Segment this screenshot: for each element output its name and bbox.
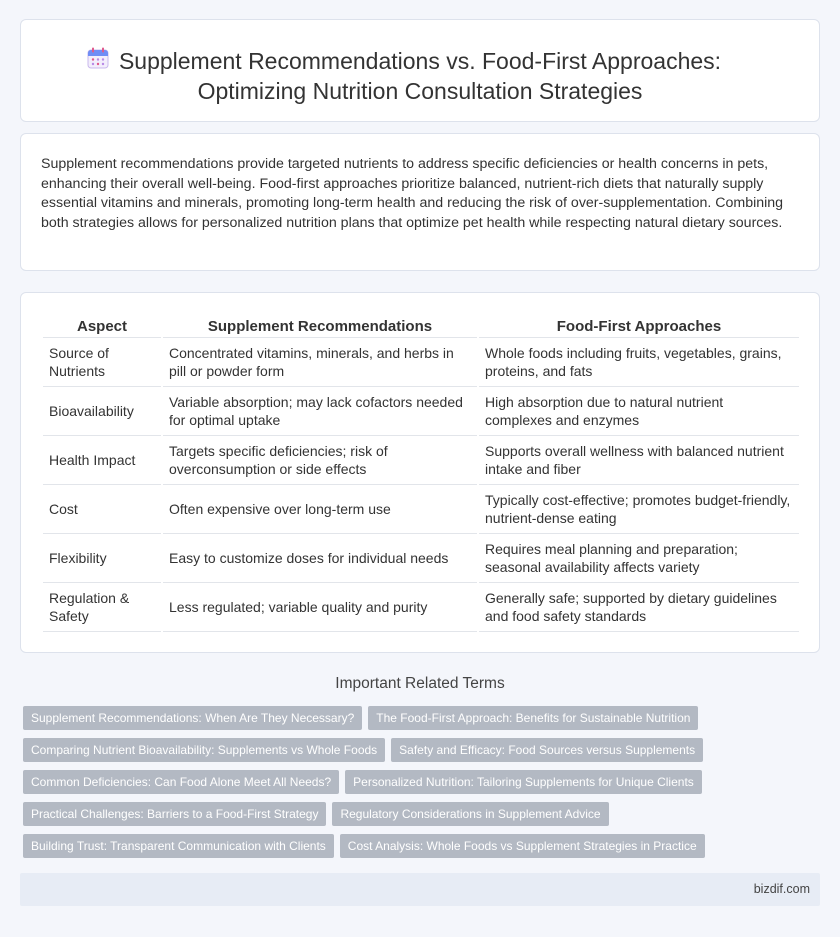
cell-supplement: Concentrated vitamins, minerals, and herbs in pill or powder form	[163, 338, 477, 387]
header-card	[20, 19, 820, 122]
page-title-line-2: Optimizing Nutrition Consultation Strategies	[197, 78, 643, 104]
related-term-tag[interactable]: Personalized Nutrition: Tailoring Supplements for Unique Clients	[345, 770, 702, 794]
table-row	[43, 387, 799, 436]
related-term-tag[interactable]: Common Deficiencies: Can Food Alone Meet All Needs?	[23, 770, 339, 794]
cell-food-first: High absorption due to natural nutrient complexes and enzymes	[479, 387, 799, 436]
footer-bar	[20, 873, 820, 906]
cell-aspect: Source of Nutrients	[43, 338, 161, 387]
header-food-first: Food-First Approaches	[479, 316, 799, 338]
table-row	[43, 534, 799, 583]
cell-supplement: Often expensive over long-term use	[163, 485, 477, 534]
comparison-table	[41, 316, 801, 632]
cell-supplement: Easy to customize doses for individual needs	[163, 534, 477, 583]
related-term-tag[interactable]: Comparing Nutrient Bioavailability: Supplements vs Whole Foods	[23, 738, 385, 762]
cell-aspect: Bioavailability	[43, 387, 161, 436]
comparison-card	[20, 292, 820, 653]
page-title-line-1: Supplement Recommendations vs. Food-First Approaches:	[118, 48, 722, 74]
cell-aspect: Health Impact	[43, 436, 161, 485]
header-aspect: Aspect	[43, 316, 161, 338]
cell-aspect: Flexibility	[43, 534, 161, 583]
cell-food-first: Whole foods including fruits, vegetables, grains, proteins, and fats	[479, 338, 799, 387]
related-terms-list	[23, 706, 813, 866]
header-supplement: Supplement Recommendations	[163, 316, 477, 338]
cell-supplement: Variable absorption; may lack cofactors needed for optimal uptake	[163, 387, 477, 436]
footer-site-link[interactable]: bizdif.com	[753, 882, 810, 896]
table-row	[43, 485, 799, 534]
related-terms-title: Important Related Terms	[335, 675, 505, 692]
table-header-row	[43, 316, 799, 338]
cell-food-first: Generally safe; supported by dietary guidelines and food safety standards	[479, 583, 799, 632]
related-term-tag[interactable]: Safety and Efficacy: Food Sources versus Supplements	[391, 738, 703, 762]
table-row	[43, 436, 799, 485]
intro-card	[20, 133, 820, 271]
related-term-tag[interactable]: Supplement Recommendations: When Are They Necessary?	[23, 706, 362, 730]
cell-aspect: Regulation & Safety	[43, 583, 161, 632]
cell-supplement: Targets specific deficiencies; risk of overconsumption or side effects	[163, 436, 477, 485]
related-term-tag[interactable]: Cost Analysis: Whole Foods vs Supplement Strategies in Practice	[340, 834, 705, 858]
related-term-tag[interactable]: Regulatory Considerations in Supplement Advice	[332, 802, 608, 826]
cell-food-first: Requires meal planning and preparation; seasonal availability affects variety	[479, 534, 799, 583]
cell-supplement: Less regulated; variable quality and purity	[163, 583, 477, 632]
cell-food-first: Supports overall wellness with balanced nutrient intake and fiber	[479, 436, 799, 485]
related-term-tag[interactable]: Practical Challenges: Barriers to a Food-First Strategy	[23, 802, 326, 826]
table-row	[43, 583, 799, 632]
cell-food-first: Typically cost-effective; promotes budget-friendly, nutrient-dense eating	[479, 485, 799, 534]
related-term-tag[interactable]: The Food-First Approach: Benefits for Sustainable Nutrition	[368, 706, 698, 730]
table-row	[43, 338, 799, 387]
intro-paragraph: Supplement recommendations provide targeted nutrients to address specific deficiencies or health concerns in pets, enhancing their overall well-being. Food-first approaches prioritize balanced, nutrient-rich diets that naturally supply essential vitamins and minerals, promoting long-term health and reducing the risk of over-supplementation. Combining both strategies allows for personalized nutrition plans that optimize pet health while respecting natural dietary sources.	[41, 156, 784, 231]
cell-aspect: Cost	[43, 485, 161, 534]
related-term-tag[interactable]: Building Trust: Transparent Communication with Clients	[23, 834, 334, 858]
